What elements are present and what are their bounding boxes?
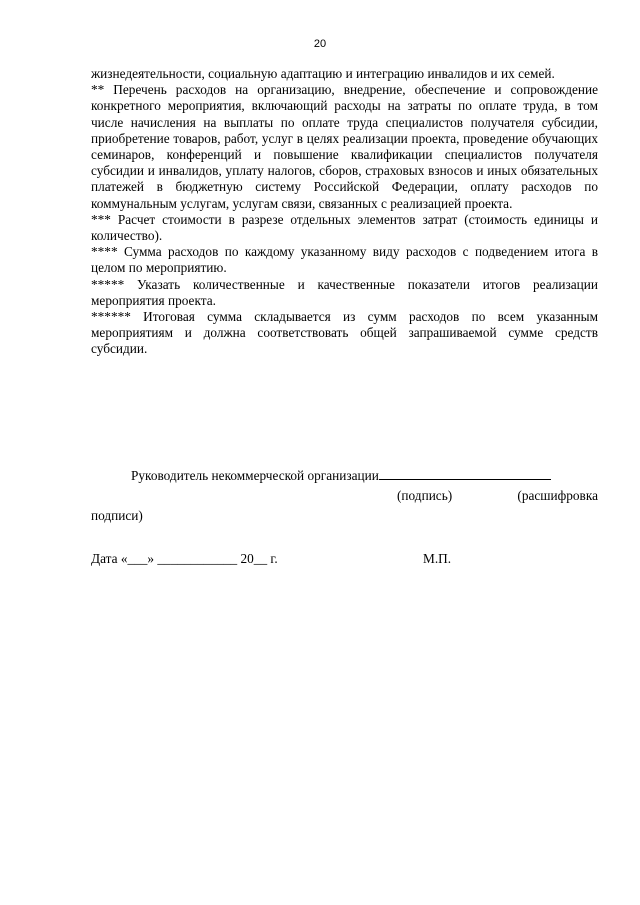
- footnote-2: ** Перечень расходов на организацию, внедрение, обеспечение и сопровождение конкретного мероприятия, включающий расходы на затраты по оплате труда, в том числе начисления на выплаты по оплате труда специалистов получателя субсидии, приобретение товаров, работ, услуг в целях реализации проекта, проведение обучающих семинаров, конференций и повышение квалификации специалистов получателя субсидии и инвалидов, уплату налогов, сборов, страховых взносов и иных обязательных платежей в бюджетную систему Российской Федерации, оплату расходов по коммунальным услугам, услугам связи, связанных с реализацией проекта.: [91, 82, 598, 211]
- date-field: Дата «___» ____________ 20__ г.: [91, 551, 278, 566]
- footnote-5: ***** Указать количественные и качественные показатели итогов реализации мероприятия проекта.: [91, 276, 598, 308]
- footnote-3: *** Расчет стоимости в разрезе отдельных элементов затрат (стоимость единицы и количество).: [91, 211, 598, 244]
- caption-decoding-cont: подписи): [91, 508, 143, 523]
- footnote-4: **** Сумма расходов по каждому указанному виду расходов с подведением итога в целом по мероприятию.: [91, 244, 598, 276]
- head-label: Руководитель некоммерческой организации: [131, 468, 379, 483]
- signature-blank: [379, 465, 551, 480]
- date-seal-line: [91, 550, 598, 568]
- caption-decoding: (расшифровка: [517, 488, 598, 503]
- footnotes-body: [91, 66, 598, 358]
- seal-label: М.П.: [423, 551, 452, 566]
- footnote-6: ****** Итоговая сумма складывается из сумм расходов по всем указанным мероприятиям и должна соответствовать общей запрашиваемой сумме средств субсидии.: [91, 309, 598, 357]
- caption-signature: (подпись): [397, 488, 453, 503]
- signature-captions: [91, 486, 598, 506]
- signature-line: [91, 465, 598, 486]
- signature-block: [91, 465, 598, 526]
- paragraph-continuation: жизнедеятельности, социальную адаптацию и интеграцию инвалидов и их семей.: [91, 66, 555, 81]
- page-number: 20: [313, 38, 327, 50]
